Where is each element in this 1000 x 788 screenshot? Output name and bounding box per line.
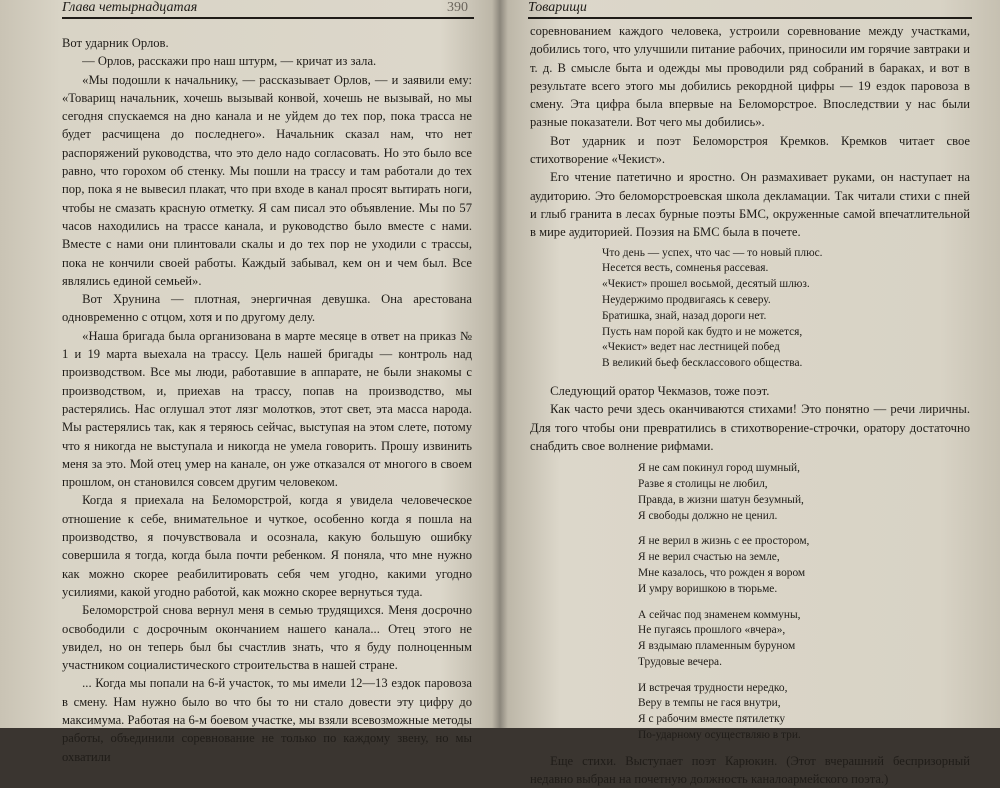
poem-line: Правда, в жизни шатун безумный, (638, 493, 804, 506)
poem-line: Неудержимо продвигаясь к северу. (602, 293, 771, 306)
poem-line: А сейчас под знаменем коммуны, (638, 608, 801, 621)
poem-line: Разве я столицы не любил, (638, 477, 768, 490)
left-page-body (62, 34, 472, 766)
poem-line: Трудовые вечера. (638, 655, 722, 668)
left-page (0, 0, 498, 764)
poem-line: Что день — успех, что час — то новый плюс. (602, 246, 823, 259)
poem-line: По-ударному осуществляю в три. (638, 729, 801, 742)
right-page (502, 0, 1000, 787)
paragraph: Как часто речи здесь оканчиваются стихами! Это понятно — речи лиричны. Для того чтобы они превратились в стихотворение-строчки, оратору достаточно снабдить свое волнение рифмами. (530, 402, 970, 453)
paragraph: соревнованием каждого человека, устроили соревнование между участками, добились того, что улучшили питание рабочих, приносили им горячие завтраки и т. д. В смысле быта и одежды мы проводили ряд собраний в бараках, и вот в результате всего этого мы добились рекордной цифры — 19 ездок паровоза в смену. Эта цифра была впервые на Беломорстрое. Впоследствии у нас были разные показатели. Вот чего мы добились». (530, 24, 970, 130)
paragraph: «Наша бригада была организована в марте месяце в ответ на приказ № 1 и 19 марта выехала на трассу. Цель нашей бригады — контроль над производством. Все мы люди, работавшие в аппарате, не были знакомы с производством, и, приехав на трассу, попав на производство, мы растерялись. Нас оглушал этот лязг молотков, этот свет, эта масса народа. Мы растерялись так, как я теряюсь сейчас, выступая на этом слете, потому что я никогда не выступала и никогда не умела говорить. Прошу извинить меня за это. Мой отец умер на канале, он уже отказался от многого в своем прошлом, он становился совсем другим человеком. (62, 328, 472, 490)
poem-line: Братишка, знай, назад дороги нет. (602, 309, 767, 322)
paragraph: Вот ударник и поэт Беломорстроя Кремков. Кремков читает свое стихотворение «Чекист». (530, 133, 970, 167)
paragraph: «Мы подошли к начальнику, — рассказывает Орлов, — и заявили ему: «Товарищ начальник, хочешь вызывай конвой, хочешь не вызывай, но мы сегодня спускаемся на дно канала и не уйдем до тех пор, пока трасса не будет расчищена до последнего». Начальник сказал нам, что нет распоряжений руководства, что это дело надо согласовать. Но это было все равно, что горохом об стенку. Мы пошли на трассу и там работали до тех пор, пока я не вывесил плакат, что при входе в канал просят вытирать ноги, чтобы не смазать красную отметку. Я сам писал это объявление. Мы по 57 часов находились на трассе канала, и руководство было вместе с нами. Вместе с нами они плинтовали скалы и до тех пор не уходили с трассы, пока не кончили своей работы. Каждый забывал, кем он и чем был. Все являлись единой семьей». (62, 72, 472, 288)
poem-line: В великий бьеф бесклассового общества. (602, 357, 803, 370)
stanza (638, 608, 970, 671)
chapter-title: Глава четырнадцатая (62, 0, 198, 15)
left-running-head (62, 0, 474, 19)
poem-line: Несется весть, сомненья рассевая. (602, 262, 769, 275)
poem-chekist (602, 246, 970, 372)
paragraph: — Орлов, расскажи про наш штурм, — кричат из зала. (82, 54, 377, 69)
section-title: Товарищи (528, 0, 587, 15)
poem-line: Я не сам покинул город шумный, (638, 462, 800, 475)
paragraph: Еще стихи. Выступает поэт Карюкин. (Этот вчерашний беспризорный недавно выбран на почетную должность каналоармейского поэта.) (530, 753, 970, 787)
poem-line: И умру воришкою в тюрьме. (638, 582, 778, 595)
poem-line: Мне казалось, что рожден я вором (638, 566, 806, 579)
poem-line: Я не верил в жизнь с ее простором, (638, 535, 810, 548)
poem-line: Я с рабочим вместе пятилетку (638, 713, 786, 726)
stanza (638, 534, 970, 597)
stanza (638, 461, 970, 524)
poem-line: И встречая трудности нередко, (638, 681, 788, 694)
right-running-head (528, 0, 972, 19)
paragraph: Следующий оратор Чекмазов, тоже поэт. (550, 383, 770, 398)
poem-line: Я свободы должно не ценил. (638, 509, 778, 522)
poem-line: Веру в темпы не гася внутри, (638, 697, 781, 710)
paragraph: Вот Хрунина — плотная, энергичная девушка. Она арестована одновременно с отцом, хотя и по другому делу. (62, 292, 472, 325)
page-number: 390 (447, 0, 468, 15)
poem-line: «Чекист» ведет нас лестницей побед (602, 341, 780, 354)
paragraph: Когда я приехала на Беломорстрой, когда я увидела человеческое отношение к себе, внимательное и чуткое, особенно когда я пошла на производство, я почувствовала и осознала, какую большую ошибку совершила я тогда, когда была почти ребенком. Я поняла, что мне нужно как можно скорее реабилитировать себя чем угодно, какими угодно усилиями, какой угодно работой, как можно скорее вернуться туда. (62, 493, 472, 599)
poem-line: Не пугаясь прошлого «вчера», (638, 624, 786, 637)
poem-line: Я не верил счастью на земле, (638, 551, 780, 564)
paragraph: ... Когда мы попали на 6-й участок, то мы имели 12—13 ездок паровоза в смену. Нам нужно было во что бы то ни стало довести эту цифру до максимума. Работая на 6-м боевом участке, мы взяли всевозможные методы работы, объединили соревнование не только по каждому звену, но мы охватили (62, 676, 472, 764)
poem-line: Я вздымаю пламенным буруном (638, 640, 796, 653)
paragraph: Его чтение патетично и яростно. Он размахивает руками, он наступает на аудиторию. Это беломорстроевская школа декламации. Так читали стихи с пней и глыб гранита в лесах бурные поэты БМС, окруженные самой впечатлительной в мире аудиторией. Поэзия на БМС была в почете. (530, 170, 970, 240)
paragraph: Вот ударник Орлов. (62, 36, 169, 50)
stanza (638, 681, 970, 744)
paragraph: Беломорстрой снова вернул меня в семью трудящихся. Меня досрочно освободили с досрочным окончанием нашего канала... Отец этого не увидел, но он теперь был бы счастлив знать, что я буду полноценным участником социалистического строительства в нашей стране. (62, 603, 472, 673)
poem-chekmazov (638, 461, 970, 744)
poem-line: Пусть нам порой как будто и не можется, (602, 325, 803, 338)
right-page-body (530, 22, 970, 788)
poem-line: «Чекист» прошел восьмой, десятый шлюз. (602, 278, 810, 291)
